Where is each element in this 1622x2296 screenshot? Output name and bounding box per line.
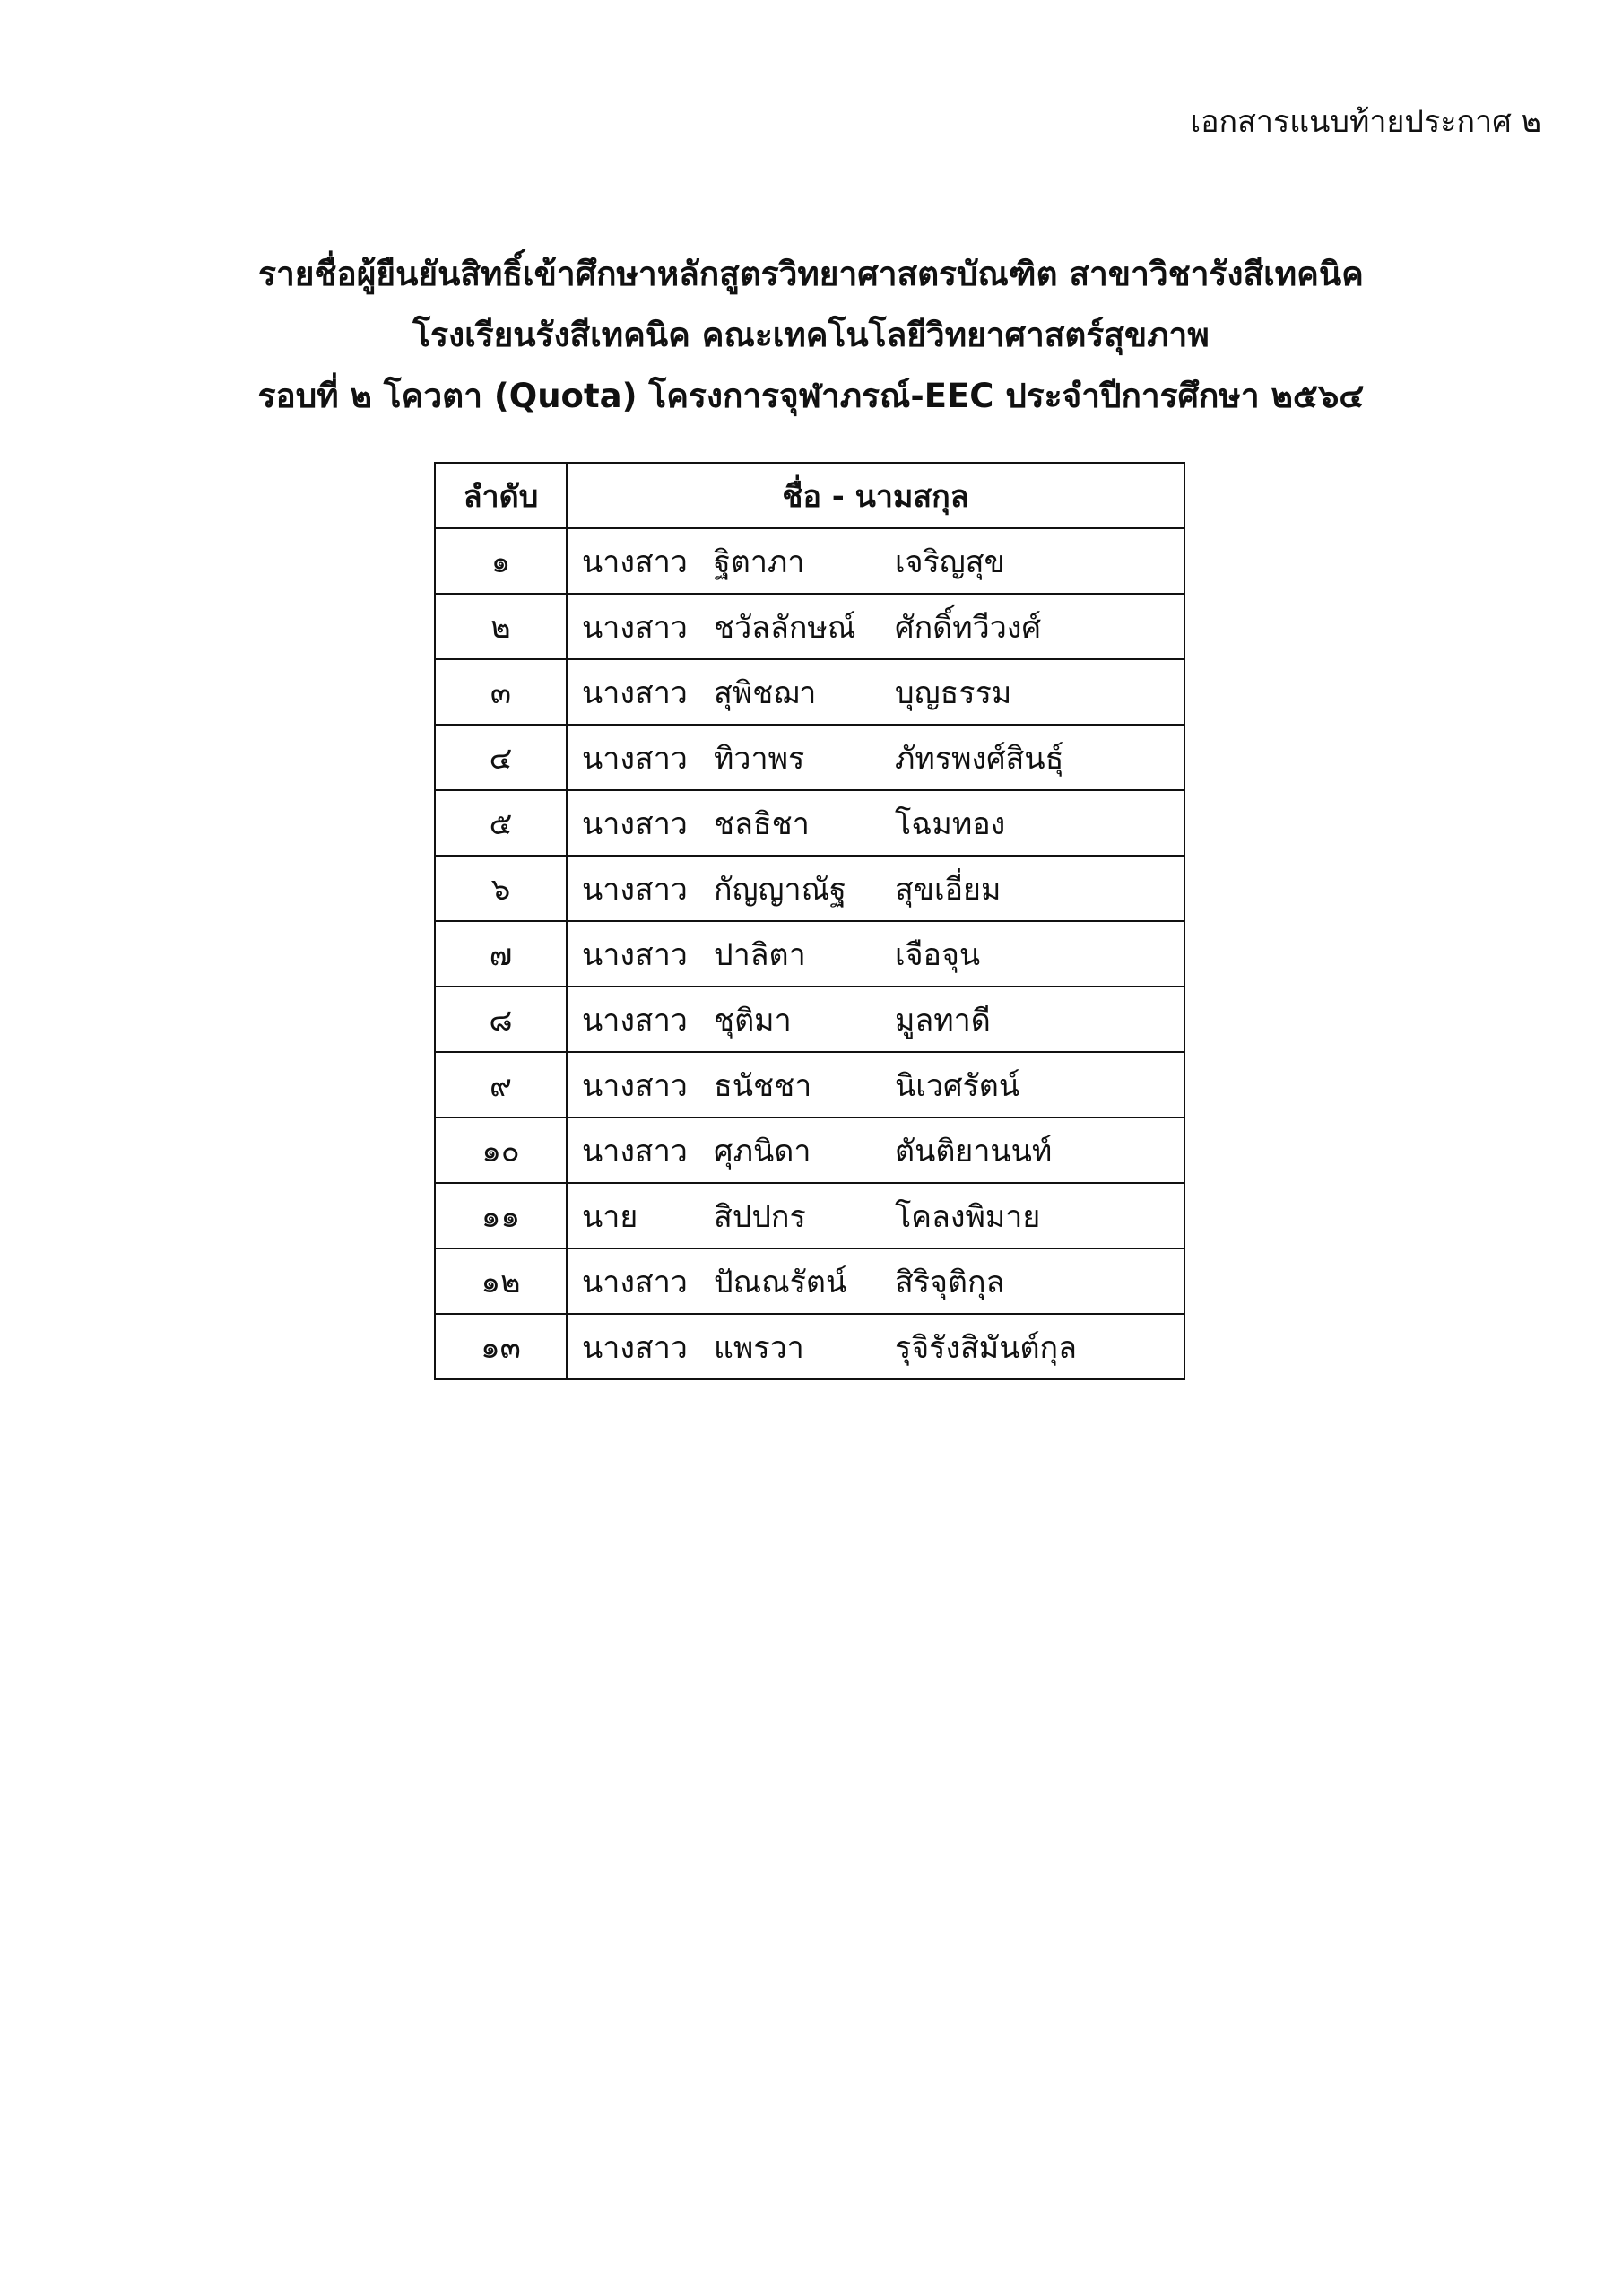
table-row xyxy=(435,1052,1184,1118)
title-line-1: รายชื่อผู้ยืนยันสิทธิ์เข้าศึกษาหลักสูตรวิทยาศาสตรบัณฑิต สาขาวิชารังสีเทคนิค xyxy=(258,255,1364,293)
last-name: ตันติยานนท์ xyxy=(895,1133,1053,1170)
document-title xyxy=(0,244,1622,427)
full-name-cell xyxy=(567,1052,1184,1118)
table-row xyxy=(435,659,1184,725)
name-prefix: นางสาว xyxy=(582,740,688,777)
table-row xyxy=(435,1248,1184,1314)
full-name-cell xyxy=(567,1248,1184,1314)
name-prefix: นาย xyxy=(582,1198,638,1235)
order-number: ๑๒ xyxy=(435,1248,567,1314)
first-name: ชวัลลักษณ์ xyxy=(714,609,856,646)
header-full-name: ชื่อ - นามสกุล xyxy=(567,463,1184,528)
name-prefix: นางสาว xyxy=(582,674,688,711)
table-row xyxy=(435,725,1184,790)
order-number: ๒ xyxy=(435,594,567,659)
last-name: สุขเอี่ยม xyxy=(895,871,1002,908)
full-name-cell xyxy=(567,921,1184,987)
order-number: ๕ xyxy=(435,790,567,856)
name-prefix: นางสาว xyxy=(582,1067,688,1104)
last-name: ศักดิ์ทวีวงศ์ xyxy=(895,609,1042,646)
full-name-cell xyxy=(567,725,1184,790)
header-order: ลำดับ xyxy=(435,463,567,528)
first-name: ชลธิชา xyxy=(714,805,810,842)
order-number: ๑๓ xyxy=(435,1314,567,1379)
table-row xyxy=(435,528,1184,594)
table-row xyxy=(435,921,1184,987)
order-number: ๖ xyxy=(435,856,567,921)
full-name-cell xyxy=(567,987,1184,1052)
full-name-cell xyxy=(567,1118,1184,1183)
table-row xyxy=(435,856,1184,921)
name-prefix: นางสาว xyxy=(582,1264,688,1300)
name-prefix: นางสาว xyxy=(582,1133,688,1170)
table-row xyxy=(435,1314,1184,1379)
first-name: สุพิชฌา xyxy=(714,674,817,711)
last-name: เจริญสุข xyxy=(895,544,1005,580)
order-number: ๘ xyxy=(435,987,567,1052)
roster-body xyxy=(435,528,1184,1379)
last-name: โคลงพิมาย xyxy=(895,1198,1041,1235)
last-name: สิริจุติกุล xyxy=(895,1264,1005,1300)
order-number: ๑๐ xyxy=(435,1118,567,1183)
full-name-cell xyxy=(567,1183,1184,1248)
order-number: ๑ xyxy=(435,528,567,594)
order-number: ๓ xyxy=(435,659,567,725)
full-name-cell xyxy=(567,528,1184,594)
full-name-cell xyxy=(567,856,1184,921)
first-name: ทิวาพร xyxy=(714,740,805,777)
name-prefix: นางสาว xyxy=(582,544,688,580)
name-prefix: นางสาว xyxy=(582,805,688,842)
order-number: ๙ xyxy=(435,1052,567,1118)
table-row xyxy=(435,1183,1184,1248)
order-number: ๑๑ xyxy=(435,1183,567,1248)
name-prefix: นางสาว xyxy=(582,1329,688,1366)
name-prefix: นางสาว xyxy=(582,609,688,646)
first-name: สิปปกร xyxy=(714,1198,806,1235)
last-name: รุจิรังสิมันต์กุล xyxy=(895,1329,1077,1366)
name-prefix: นางสาว xyxy=(582,871,688,908)
last-name: บุญธรรม xyxy=(895,674,1012,711)
attachment-note: เอกสารแนบท้ายประกาศ ๒ xyxy=(1190,104,1541,140)
full-name-cell xyxy=(567,790,1184,856)
title-line-3: รอบที่ ๒ โควตา (Quota) โครงการจุฬาภรณ์-EEC ประจำปีการศึกษา ๒๕๖๔ xyxy=(257,377,1365,415)
table-row xyxy=(435,1118,1184,1183)
first-name: ธนัชชา xyxy=(714,1067,812,1104)
first-name: ปัณณรัตน์ xyxy=(714,1264,847,1300)
last-name: นิเวศรัตน์ xyxy=(895,1067,1020,1104)
name-prefix: นางสาว xyxy=(582,1002,688,1039)
order-number: ๗ xyxy=(435,921,567,987)
last-name: โฉมทอง xyxy=(895,805,1006,842)
first-name: ปาลิตา xyxy=(714,936,806,973)
last-name: เจือจุน xyxy=(895,936,981,973)
first-name: แพรวา xyxy=(714,1329,804,1366)
first-name: ชุติมา xyxy=(714,1002,792,1039)
last-name: ภัทรพงศ์สินธุ์ xyxy=(895,740,1064,777)
table-header-row xyxy=(435,463,1184,528)
table-row xyxy=(435,594,1184,659)
full-name-cell xyxy=(567,659,1184,725)
order-number: ๔ xyxy=(435,725,567,790)
first-name: กัญญาณัฐ xyxy=(714,871,846,908)
last-name: มูลทาดี xyxy=(895,1002,991,1039)
name-prefix: นางสาว xyxy=(582,936,688,973)
table-row xyxy=(435,987,1184,1052)
title-line-2: โรงเรียนรังสีเทคนิค คณะเทคโนโลยีวิทยาศาสตร์สุขภาพ xyxy=(412,316,1210,354)
first-name: ศุภนิดา xyxy=(714,1133,811,1170)
first-name: ฐิตาภา xyxy=(714,544,805,580)
roster-table xyxy=(434,462,1185,1380)
table-row xyxy=(435,790,1184,856)
full-name-cell xyxy=(567,1314,1184,1379)
full-name-cell xyxy=(567,594,1184,659)
